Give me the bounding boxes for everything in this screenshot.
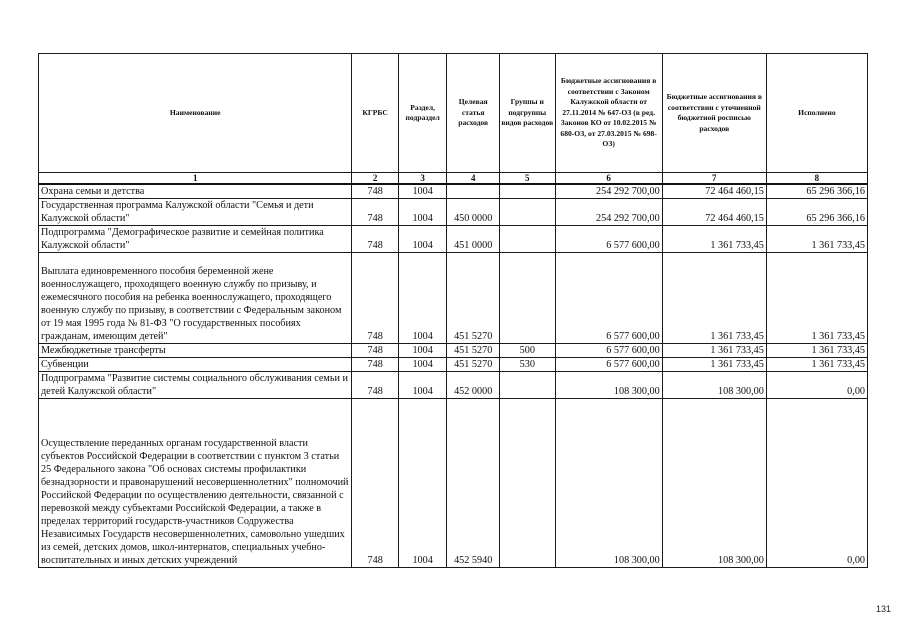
table-row [39, 358, 868, 372]
row-section: 1004 [398, 358, 447, 372]
column-number: 6 [555, 173, 662, 185]
row-target: 452 5940 [447, 399, 500, 568]
row-law-assign: 254 292 700,00 [555, 199, 662, 226]
row-section: 1004 [398, 199, 447, 226]
table-row [39, 226, 868, 253]
column-number: 4 [447, 173, 500, 185]
row-law-assign: 108 300,00 [555, 399, 662, 568]
header-section: Раздел, подраздел [398, 54, 447, 173]
row-section: 1004 [398, 344, 447, 358]
row-name: Межбюджетные трансферты [39, 344, 352, 358]
row-group: 500 [499, 344, 555, 358]
row-kgrbs: 748 [352, 253, 399, 344]
row-refined-assign: 1 361 733,45 [662, 253, 766, 344]
row-group [499, 184, 555, 199]
row-kgrbs: 748 [352, 399, 399, 568]
row-executed: 0,00 [766, 372, 867, 399]
row-name: Охрана семьи и детства [39, 184, 352, 199]
row-law-assign: 254 292 700,00 [555, 184, 662, 199]
header-row [39, 54, 868, 173]
row-section: 1004 [398, 253, 447, 344]
row-refined-assign: 1 361 733,45 [662, 358, 766, 372]
column-number: 2 [352, 173, 399, 185]
column-number: 1 [39, 173, 352, 185]
row-executed: 1 361 733,45 [766, 253, 867, 344]
row-kgrbs: 748 [352, 372, 399, 399]
row-name: Субвенции [39, 358, 352, 372]
table-row [39, 253, 868, 344]
header-target: Целевая статья расходов [447, 54, 500, 173]
row-target: 451 5270 [447, 253, 500, 344]
table-row [39, 344, 868, 358]
row-law-assign: 6 577 600,00 [555, 226, 662, 253]
column-number: 8 [766, 173, 867, 185]
table-row [39, 399, 868, 568]
row-section: 1004 [398, 184, 447, 199]
row-refined-assign: 108 300,00 [662, 372, 766, 399]
header-kgrbs: КГРБС [352, 54, 399, 173]
row-kgrbs: 748 [352, 358, 399, 372]
row-group [499, 253, 555, 344]
header-refined-assign: Бюджетные ассигнования в соответствии с уточненной бюджетной росписью расходов [662, 54, 766, 173]
column-numbers-row [39, 173, 868, 185]
row-executed: 65 296 366,16 [766, 184, 867, 199]
row-name: Выплата единовременного пособия беременной жене военнослужащего, проходящего военную службу по призыву, и ежемесячного пособия на ребенка военнослужащего, проходящего военную службу по призыву, в соответствии с Федеральным законом от 19 мая 1995 года № 81-ФЗ "О государственных пособиях гражданам, имеющим детей" [39, 253, 352, 344]
row-executed: 65 296 366,16 [766, 199, 867, 226]
row-target [447, 184, 500, 199]
row-name: Подпрограмма "Демографическое развитие и семейная политика Калужской области" [39, 226, 352, 253]
header-executed: Исполнено [766, 54, 867, 173]
column-number: 7 [662, 173, 766, 185]
row-name: Подпрограмма "Развитие системы социального обслуживания семьи и детей Калужской области" [39, 372, 352, 399]
header-law-assign: Бюджетные ассигнования в соответствии с Законом Калужской области от 27.11.2014 № 647-ОЗ (в ред. Законов КО от 10.02.2015 № 680-ОЗ, от 27.03.2015 № 698-ОЗ) [555, 54, 662, 173]
row-law-assign: 108 300,00 [555, 372, 662, 399]
row-kgrbs: 748 [352, 344, 399, 358]
row-refined-assign: 72 464 460,15 [662, 199, 766, 226]
row-kgrbs: 748 [352, 199, 399, 226]
row-refined-assign: 72 464 460,15 [662, 184, 766, 199]
header-name: Наименование [39, 54, 352, 173]
budget-table [38, 53, 868, 568]
page-number: 131 [875, 604, 891, 614]
row-executed: 0,00 [766, 399, 867, 568]
row-refined-assign: 1 361 733,45 [662, 226, 766, 253]
row-section: 1004 [398, 399, 447, 568]
row-refined-assign: 1 361 733,45 [662, 344, 766, 358]
row-target: 452 0000 [447, 372, 500, 399]
row-law-assign: 6 577 600,00 [555, 344, 662, 358]
row-section: 1004 [398, 372, 447, 399]
row-section: 1004 [398, 226, 447, 253]
column-number: 3 [398, 173, 447, 185]
row-refined-assign: 108 300,00 [662, 399, 766, 568]
row-law-assign: 6 577 600,00 [555, 253, 662, 344]
header-group: Группы и подгруппы видов расходов [499, 54, 555, 173]
row-kgrbs: 748 [352, 184, 399, 199]
row-executed: 1 361 733,45 [766, 344, 867, 358]
row-group [499, 226, 555, 253]
row-name: Государственная программа Калужской области "Семья и дети Калужской области" [39, 199, 352, 226]
row-group: 530 [499, 358, 555, 372]
row-executed: 1 361 733,45 [766, 358, 867, 372]
row-target: 451 5270 [447, 344, 500, 358]
row-law-assign: 6 577 600,00 [555, 358, 662, 372]
row-target: 450 0000 [447, 199, 500, 226]
table-row [39, 184, 868, 199]
table-row [39, 199, 868, 226]
row-target: 451 0000 [447, 226, 500, 253]
column-number: 5 [499, 173, 555, 185]
table-row [39, 372, 868, 399]
row-kgrbs: 748 [352, 226, 399, 253]
row-name: Осуществление переданных органам государственной власти субъектов Российской Федерации в соответствии с пунктом 3 статьи 25 Федерального закона "Об основах системы профилактики безнадзорности и правонарушений несовершеннолетних" полномочий Российской Федерации по осуществлению деятельности, связанной с перевозкой между субъектами Российской Федерации, а также в пределах территорий государств-участников Содружества Независимых Государств несовершеннолетних, самовольно ушедших из семей, детских домов, школ-интернатов, специальных учебно-воспитательных и иных детских учреждений [39, 399, 352, 568]
row-target: 451 5270 [447, 358, 500, 372]
row-group [499, 372, 555, 399]
row-group [499, 399, 555, 568]
row-group [499, 199, 555, 226]
row-executed: 1 361 733,45 [766, 226, 867, 253]
